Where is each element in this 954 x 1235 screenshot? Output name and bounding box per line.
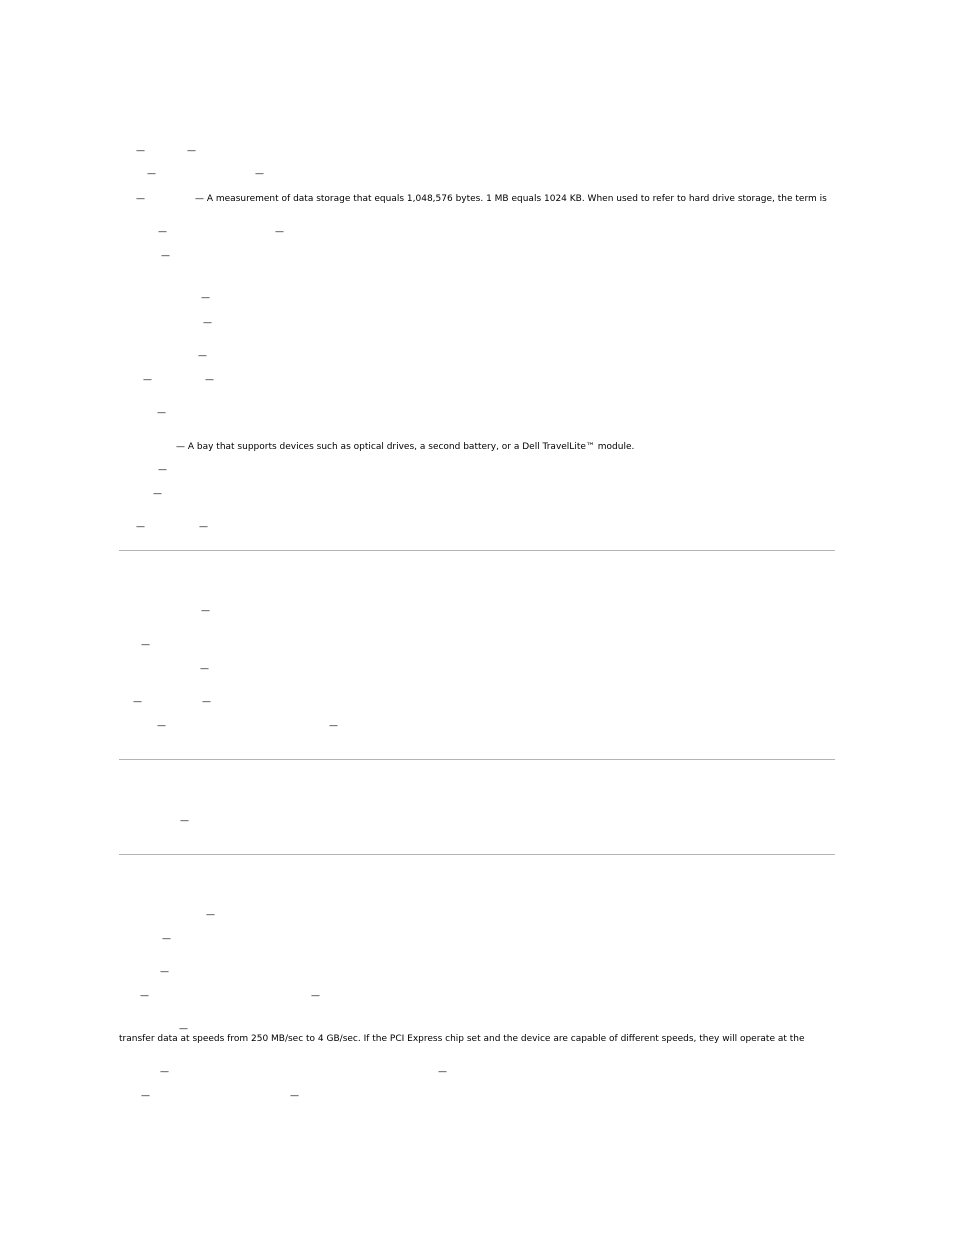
dash-marker: — [329, 721, 338, 731]
dash-marker: — [275, 227, 284, 237]
section-divider [119, 550, 835, 551]
dash-marker: — [160, 1067, 169, 1077]
mb-definition-text: — A measurement of data storage that equals 1,048,576 bytes. 1 MB equals 1024 KB. When used to refer to hard drive storage, the term is [195, 194, 827, 204]
dash-marker: — [136, 194, 145, 204]
dash-marker: — [199, 522, 208, 532]
dash-marker: — [198, 351, 207, 361]
dash-marker: — [157, 408, 166, 418]
dash-marker: — [160, 967, 169, 977]
pci-express-text: transfer data at speeds from 250 MB/sec to 4 GB/sec. If the PCI Express chip set and the device are capable of different speeds, they will operate at the [119, 1034, 805, 1044]
dash-marker: — [205, 375, 214, 385]
dash-marker: — [202, 697, 211, 707]
dash-marker: — [158, 465, 167, 475]
media-bay-definition-text: — A bay that supports devices such as optical drives, a second battery, or a Dell TravelLite™ module. [176, 442, 635, 452]
dash-marker: — [147, 169, 156, 179]
dash-marker: — [143, 375, 152, 385]
dash-marker: — [179, 1024, 188, 1034]
dash-marker: — [206, 910, 215, 920]
dash-marker: — [438, 1067, 447, 1077]
section-divider [119, 759, 835, 760]
dash-marker: — [201, 293, 210, 303]
dash-marker: — [180, 816, 189, 826]
dash-marker: — [136, 146, 145, 156]
dash-marker: — [141, 640, 150, 650]
dash-marker: — [162, 934, 171, 944]
section-divider [119, 854, 835, 855]
dash-marker: — [201, 606, 210, 616]
dash-marker: — [153, 489, 162, 499]
dash-marker: — [290, 1091, 299, 1101]
dash-marker: — [311, 991, 320, 1001]
dash-marker: — [140, 991, 149, 1001]
dash-marker: — [187, 146, 196, 156]
dash-marker: — [255, 169, 264, 179]
dash-marker: — [141, 1091, 150, 1101]
dash-marker: — [158, 227, 167, 237]
dash-marker: — [203, 318, 212, 328]
dash-marker: — [136, 522, 145, 532]
dash-marker: — [133, 697, 142, 707]
dash-marker: — [161, 251, 170, 261]
dash-marker: — [157, 721, 166, 731]
dash-marker: — [200, 664, 209, 674]
